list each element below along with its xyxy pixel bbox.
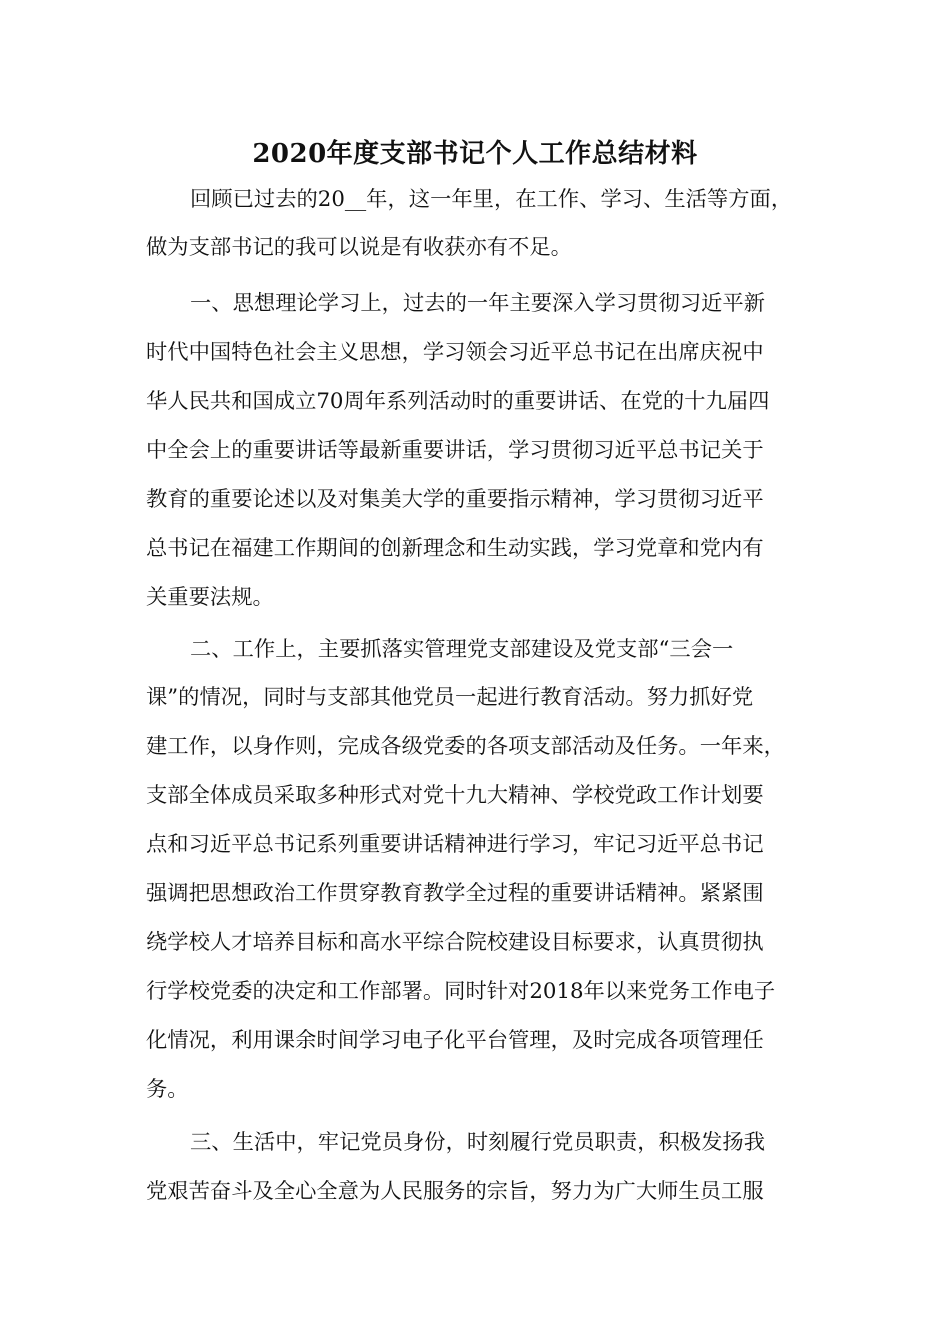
paragraph-3-line-7: 绕学校人才培养目标和高水平综合院校建设目标要求，认真贯彻执: [146, 930, 764, 955]
paragraph-2-line-5: 教育的重要论述以及对集美大学的重要指示精神，学习贯彻习近平: [146, 487, 764, 512]
paragraph-3-line-4: 支部全体成员采取多种形式对党十九大精神、学校党政工作计划要: [146, 783, 764, 808]
paragraph-2-line-7: 关重要法规。: [146, 585, 274, 610]
paragraph-3-line-6: 强调把思想政治工作贯穿教育教学全过程的重要讲话精神。紧紧围: [146, 881, 764, 906]
paragraph-3-line-5: 点和习近平总书记系列重要讲话精神进行学习，牢记习近平总书记: [146, 832, 764, 857]
paragraph-3-line-9: 化情况，利用课余时间学习电子化平台管理，及时完成各项管理任: [146, 1028, 764, 1053]
paragraph-3-line-2: 课”的情况，同时与支部其他党员一起进行教育活动。努力抓好党: [146, 685, 754, 710]
paragraph-3-line-8: 行学校党委的决定和工作部署。同时针对2018年以来党务工作电子: [146, 979, 776, 1004]
document-title: 2020年度支部书记个人工作总结材料: [252, 139, 698, 169]
paragraph-3-line-3: 建工作，以身作则，完成各级党委的各项支部活动及任务。一年来，: [146, 734, 785, 759]
paragraph-2-line-6: 总书记在福建工作期间的创新理念和生动实践，学习党章和党内有: [146, 536, 764, 561]
paragraph-3-line-10: 务。: [146, 1077, 189, 1102]
paragraph-2-line-1: 一、思想理论学习上，过去的一年主要深入学习贯彻习近平新: [190, 291, 766, 316]
paragraph-2-line-2: 时代中国特色社会主义思想，学习领会习近平总书记在出席庆祝中: [146, 340, 764, 365]
paragraph-4-line-1: 三、生活中，牢记党员身份，时刻履行党员职责，积极发扬我: [190, 1130, 766, 1155]
paragraph-1-line-1: 回顾已过去的20__年，这一年里，在工作、学习、生活等方面，: [190, 187, 793, 212]
paragraph-4-line-2: 党艰苦奋斗及全心全意为人民服务的宗旨，努力为广大师生员工服: [146, 1179, 764, 1204]
paragraph-2-line-4: 中全会上的重要讲话等最新重要讲话，学习贯彻习近平总书记关于: [146, 438, 764, 463]
paragraph-1-line-2: 做为支部书记的我可以说是有收获亦有不足。: [146, 235, 572, 260]
paragraph-3-line-1: 二、工作上，主要抓落实管理党支部建设及党支部“三会一: [190, 637, 734, 662]
paragraph-2-line-3: 华人民共和国成立70周年系列活动时的重要讲话、在党的十九届四: [146, 389, 770, 414]
